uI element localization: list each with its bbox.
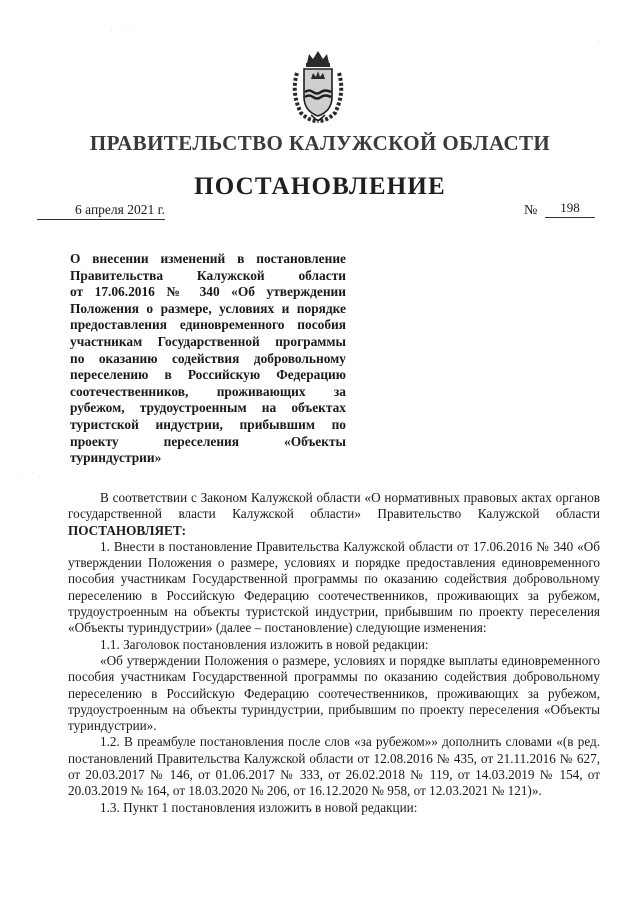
subject-line: переселению в Российскую Федерацию	[70, 367, 346, 383]
subject-line: предоставления единовременного пособия	[70, 317, 346, 333]
scan-noise: ·	[598, 38, 604, 44]
subject-line: туриндустрии»	[70, 450, 162, 466]
document-type: ПОСТАНОВЛЕНИЕ	[194, 173, 446, 200]
government-title: ПРАВИТЕЛЬСТВО КАЛУЖСКОЙ ОБЛАСТИ	[89, 131, 551, 155]
number-label: №	[524, 203, 538, 218]
document-number: 198	[545, 200, 595, 218]
subject-line: участникам Государственной программы	[70, 333, 346, 349]
subject-line: Правительства Калужской области	[70, 267, 346, 283]
scan-noise: · ·	[20, 470, 38, 476]
scan-noise: · · ·	[110, 28, 139, 34]
subject-line: Положения о размере, условиях и порядке	[70, 300, 346, 316]
document-body	[68, 490, 600, 816]
paragraph-1-1-text: «Об утверждении Положения о размере, условиях и порядке выплаты единовременного пособия участникам Государственной программы по оказанию содействия добровольному переселению в Российскую Федерацию соотечественников, проживающих за рубежом, трудоустроенным на объекты туриндустрии, прибывшим по проекту переселения «Объекты туриндустрии».	[68, 652, 600, 734]
document-date: 6 апреля 2021 г.	[37, 202, 165, 220]
subject-line: проекту переселения «Объекты	[70, 433, 346, 449]
subject-line: О внесении изменений в постановление	[70, 251, 346, 266]
resolves-keyword: ПОСТАНОВЛЯЕТ:	[68, 522, 187, 538]
paragraph-1: 1. Внести в постановление Правительства Калужской области от 17.06.2016 № 340 «Об утверждении Положения о размере, условиях и порядке предоставления единовременного пособия участникам Государственной программы по оказанию содействия добровольному переселению в Российскую Федерацию соотечественников, проживающих за рубежом, трудоустроенным на объекты туристской индустрии, прибывшим по проекту переселения «Объекты туриндустрии» (далее – постановление) следующие изменения:	[68, 538, 600, 636]
paragraph-1-1: 1.1. Заголовок постановления изложить в новой редакции:	[100, 636, 429, 652]
coat-of-arms-icon	[289, 49, 347, 123]
subject-line: рубежом, трудоустроенным на объектах	[70, 400, 346, 416]
document-subject	[70, 251, 346, 467]
paragraph-1-3: 1.3. Пункт 1 постановления изложить в новой редакции:	[100, 799, 418, 815]
preamble-text: В соответствии с Законом Калужской области «О нормативных правовых актах органов государственной власти Калужской области» Правительство Калужской области	[68, 490, 600, 522]
subject-line: соотечественников, проживающих за	[70, 383, 346, 399]
subject-line: по оказанию содействия добровольному	[70, 350, 346, 366]
subject-line: от 17.06.2016 № 340 «Об утверждении	[70, 284, 346, 300]
paragraph-1-2: 1.2. В преамбуле постановления после слов «за рубежом»» дополнить словами «(в ред. постановлений Правительства Калужской области от 12.08.2016 № 435, от 21.11.2016 № 627, от 20.03.2017 № 146, от 01.06.2017 № 333, от 26.02.2018 № 119, от 14.03.2019 № 154, от 20.03.2019 № 164, от 18.03.2020 № 206, от 16.12.2020 № 958, от 12.03.2021 № 121)».	[68, 734, 600, 799]
subject-line: туристской индустрии, прибывшим по	[70, 416, 346, 432]
preamble-paragraph	[68, 490, 600, 539]
